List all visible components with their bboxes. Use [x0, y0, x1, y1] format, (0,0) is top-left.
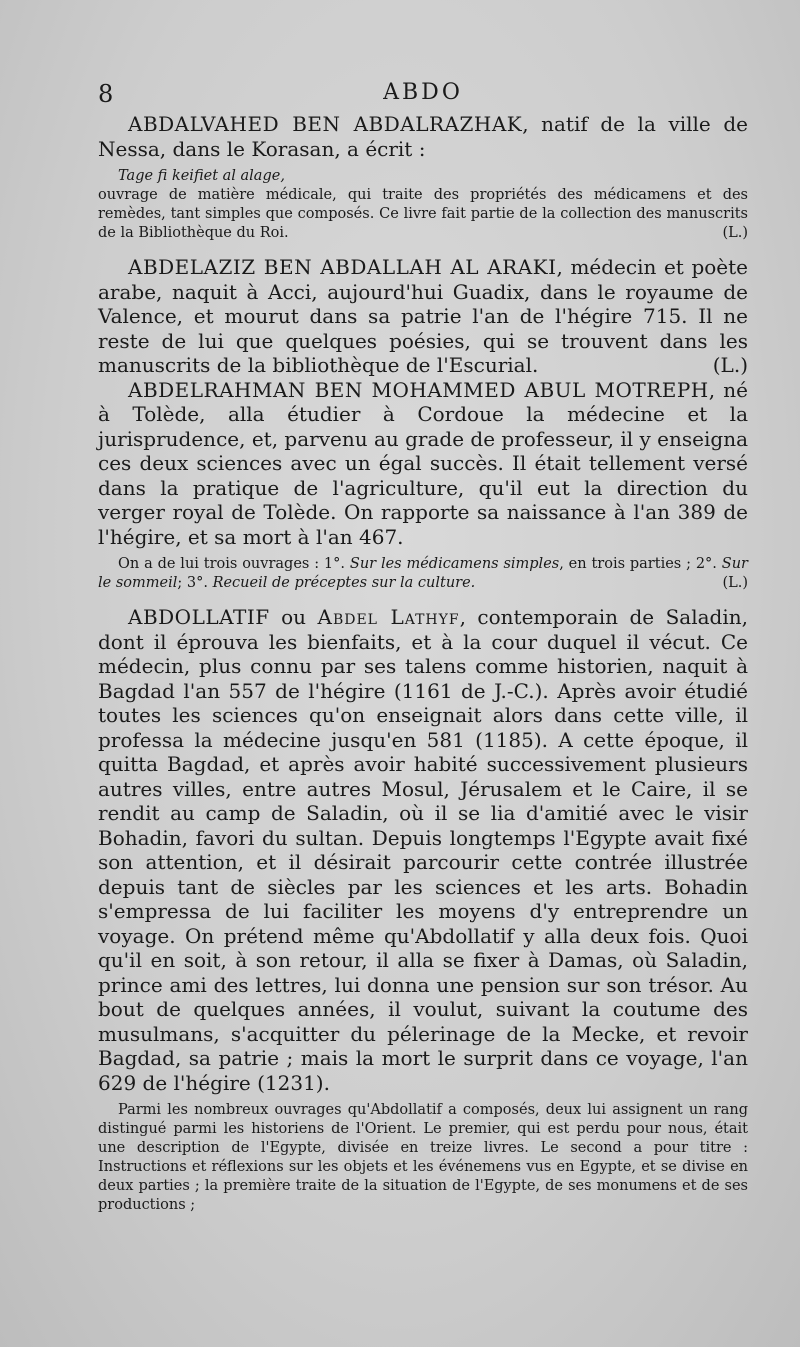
- note-text: ; 3°.: [177, 575, 208, 591]
- reference-mark: (L.): [712, 353, 748, 377]
- note-text: Parmi les nombreux ouvrages qu'Abdollatif a composés, deux lui assignent un rang distingué parmi les historiens de l'Orient. Le premier, qui est perdu pour nous, était une description de l'Egypte, divisée en treize livres. Le second a pour titre : Instructions et réflexions sur les objets et les événemens vus en Egypte, et se divise en deux parties ; la première traite de la situation de l'Egypte, de ses monumens et de ses productions ;: [98, 1102, 748, 1213]
- entry-name: ABDELRAHMAN BEN MOHAMMED ABUL MOTREPH: [128, 377, 709, 402]
- entry-note: [98, 555, 748, 593]
- entry-text: , natif de la ville de Nessa, dans le Korasan, a écrit :: [98, 112, 748, 161]
- entry-abdelaziz: [98, 255, 748, 378]
- work-title: Sur le sommeil: [98, 556, 748, 591]
- entry-alias: Abdel Lathyf: [317, 605, 460, 629]
- running-head: ABDO: [383, 80, 463, 105]
- work-title: Sur les médicamens simples: [349, 556, 560, 572]
- entry-abdalvahed: [98, 112, 748, 161]
- work-title: Tage fi keifiet al alage,: [118, 168, 285, 184]
- page-header: [98, 80, 748, 112]
- entry-abdollatif: [98, 605, 748, 1095]
- entry-name: ABDALVAHED BEN ABDALRAZHAK: [128, 112, 523, 136]
- entry-note: [98, 1101, 748, 1215]
- spacer: [98, 243, 748, 255]
- entry-name: ABDOLLATIF: [128, 605, 270, 629]
- page-body: [98, 112, 748, 1215]
- entry-name: ABDELAZIZ BEN ABDALLAH AL ARAKI: [128, 255, 557, 279]
- entry-abdelrahman: [98, 378, 748, 550]
- spacer: [98, 593, 748, 605]
- entry-text: ou: [269, 605, 318, 629]
- work-title: Recueil de préceptes sur la culture.: [212, 575, 476, 591]
- entry-note: [98, 167, 748, 243]
- reference-mark: (L.): [722, 575, 748, 591]
- entry-text: , contemporain de Saladin, dont il éprouva les bienfaits, et à la cour duquel il vécut. Ce médecin, plus connu par ses talens comme historien, naquit à Bagdad l'an 557 de l'hégire (1161 de J.-C.). Après avoir étudié toutes les sciences qu'on enseignait alors dans cette ville, il professa la médecine jusqu'en 581 (1185). A cette époque, il quitta Bagdad, et après avoir habité successivement plusieurs autres villes, entre autres Mosul, Jérusalem et le Caire, il se rendit au camp de Saladin, où il se lia d'amitié avec le visir Bohadin, favori du sultan. Depuis longtemps l'Egypte avait fixé son attention, et il désirait parcourir cette contrée illustrée depuis tant de siècles par les sciences et les arts. Bohadin s'empressa de lui faciliter les moyens d'y entreprendre un voyage. On prétend même qu'Abdollatif y alla deux fois. Quoi qu'il en soit, à son retour, il alla se fixer à Damas, où Saladin, prince ami des lettres, lui donna une pension sur son trésor. Au bout de quelques années, il voulut, suivant la coutume des musulmans, s'acquitter du pélerinage de la Mecke, et revoir Bagdad, sa patrie ; mais la mort le surprit dans ce voyage, l'an 629 de l'hégire (1231).: [98, 605, 748, 1095]
- entry-text: , médecin et poète arabe, naquit à Acci, aujourd'hui Guadix, dans le royaume de Valence, et mourut dans sa patrie l'an de l'hégire 715. Il ne reste de lui que quelques poésies, qui se trouvent dans les manuscrits de la bibliothèque de l'Escurial.: [98, 255, 748, 377]
- entry-text: , né à Tolède, alla étudier à Cordoue la médecine et la jurisprudence, et, parvenu au grade de professeur, il y enseigna ces deux sciences avec un égal succès. Il était tellement versé dans la pratique de l'agriculture, qu'il eut la direction du verger royal de Tolède. On rapporte sa naissance à l'an 389 de l'hégire, et sa mort à l'an 467.: [98, 377, 748, 549]
- note-text: On a de lui trois ouvrages : 1°.: [118, 556, 346, 572]
- page-number: 8: [98, 80, 114, 108]
- reference-mark: (L.): [722, 225, 748, 241]
- note-text: ouvrage de matière médicale, qui traite des propriétés des médicamens et des remèdes, tant simples que composés. Ce livre fait partie de la collection des manuscrits de la Bibliothèque du Roi.: [98, 187, 748, 241]
- note-text: , en trois parties ; 2°.: [559, 556, 717, 572]
